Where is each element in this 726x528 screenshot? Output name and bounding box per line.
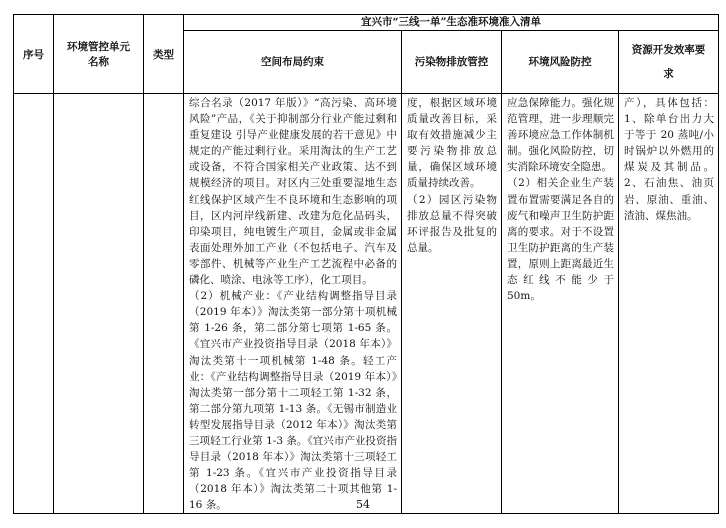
- body-cell-type: [144, 94, 184, 514]
- table-title: 宜兴市“三线一单”生态准环境准入清单: [184, 15, 719, 31]
- table-row: [14, 94, 719, 514]
- header-resource-efficiency: 资源开发效率要求: [619, 31, 719, 94]
- header-unit-name: 环境管控单元名称: [54, 15, 144, 94]
- header-pollutant-control: 污染物排放管控: [402, 31, 502, 94]
- body-cell-spatial-constraint: [184, 94, 402, 514]
- body-cell-index: [14, 94, 54, 514]
- resource-paragraph-1: 产），具体包括：1、除单台出力大于等于 20 蒸吨/小时锅炉以外燃用的煤炭及其制品。2、石油焦、油页岩、原油、重油、渣油、煤焦油。: [624, 97, 715, 222]
- header-spatial-constraint: 空间布局约束: [184, 31, 402, 94]
- page-number: 54: [356, 498, 370, 511]
- body-cell-risk-prevention: [502, 94, 619, 514]
- pollutant-paragraph-1: 度，根据区域环境质量改善目标，采取有效措施减少主要污染物排放总量，确保区域环境质量持续改善。: [407, 97, 497, 190]
- clearance-table: [13, 14, 719, 514]
- spatial-paragraph-2: （2）机械产业：《产业结构调整指导目录（2019 年本）》淘汰类第一部分第十项机械第 1-26 条，第二部分第七项第 1-65 条。《宜兴市产业投资指导目录（2018 年本）》淘汰类第十一项机械第 1-48 条。轻工产业：《产业结构调整指导目录（2019 年本）》淘汰类第一部分第十二项轻工第 1-32 条，第二部分第九项第 1-13 条。《无锡市制造业转型发展指导目录（2012 年本）》淘汰类第三项轻工行业第 1-3 条。《宜兴市产业投资指导目录（2018 年本）》淘汰类第十三项轻工第 1-23 条。《宜兴市产业投资指导目录（2018 年本）》淘汰类第二十项其他第 1-16 条。: [189, 290, 397, 512]
- body-cell-unit-name: [54, 94, 144, 514]
- body-cell-pollutant-control: [402, 94, 502, 514]
- spatial-paragraph-1: 综合名录（2017 年版）》“高污染、高环境风险”产品，《关于抑制部分行业产能过剩和重复建设 引导产业健康发展的若干意见》中规定的产能过剩行业。采用淘汰的生产工艺或设备，不符合国家相关产业政策、达不到规模经济的项目。对区内三处重要湿地生态红线保护区域产生不良环境和生态影响的项目，区内河岸线新建、改建为危化品码头，印染项目，纯电镀生产项目，金属或非金属表面处理外加工产业（不包括电子、汽车及零部件、机械等产业生产工艺流程中必备的磷化、喷涂、电泳等工序），化工项目。: [189, 97, 397, 287]
- header-type: 类型: [144, 15, 184, 94]
- header-index: 序号: [14, 15, 54, 94]
- pollutant-paragraph-2: （2）园区污染物排放总量不得突破环评报告及批复的总量。: [407, 193, 497, 254]
- body-cell-resource-efficiency: [619, 94, 719, 514]
- risk-paragraph-1: 应急保障能力。强化规范管理，进一步理顺完善环境应急工作体制机制。强化风险防控，切实消除环境安全隐患。: [507, 97, 614, 174]
- risk-paragraph-2: （2）相关企业生产装置布置需要满足各自的废气和噪声卫生防护距离的要求。对于不设置卫生防护距离的生产装置，原则上距离最近生态红线不能少于 50m。: [507, 177, 614, 303]
- header-risk-prevention: 环境风险防控: [502, 31, 619, 94]
